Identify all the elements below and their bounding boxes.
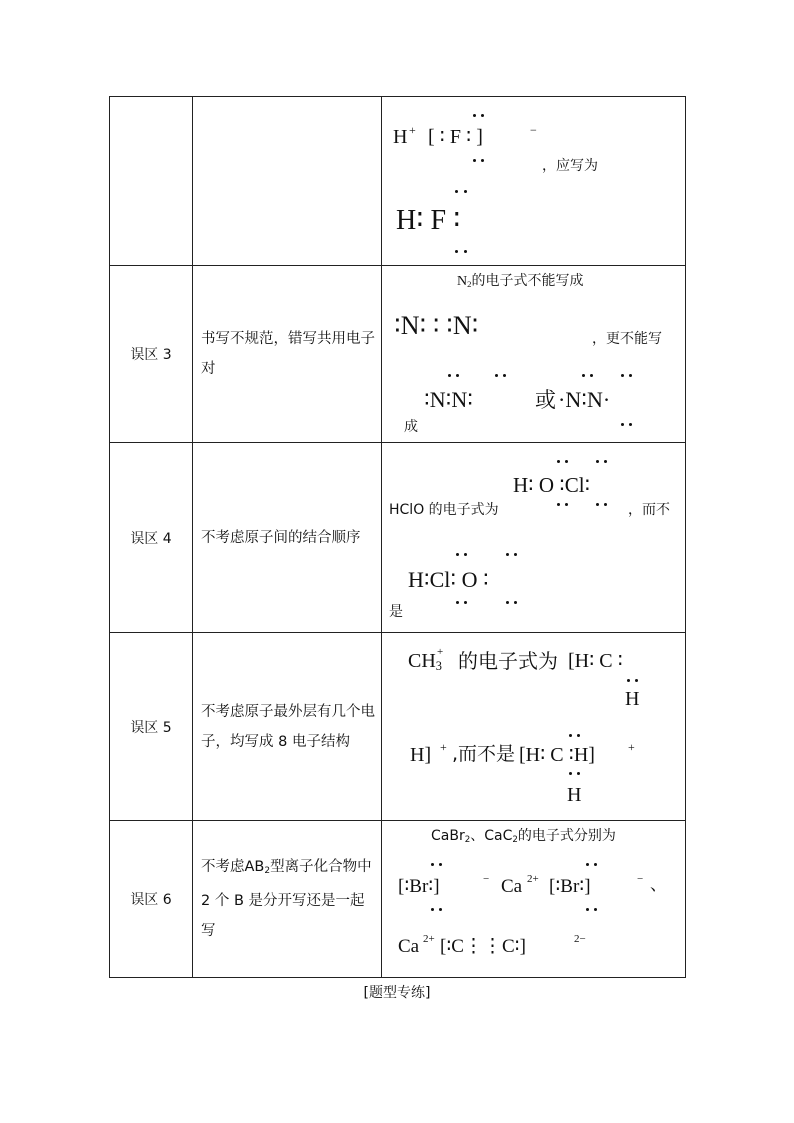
n2-wrong-formula-3: ·N∶N· xyxy=(558,387,611,412)
example-cell xyxy=(382,266,686,443)
row-label: 误区 4 xyxy=(110,443,193,633)
row-label xyxy=(110,97,193,266)
is-text: 的电子式为 xyxy=(458,649,558,673)
cac-ca-charge: 2+ xyxy=(423,933,435,945)
error-zones-table xyxy=(109,96,686,978)
even-not-text: ，更不能写 xyxy=(592,331,662,347)
row-description: 不考虑$AB_2$型离子化合物中 2 个 B 是分开写还是一起写 xyxy=(193,821,382,978)
but-not-text: ，而不 xyxy=(628,502,670,518)
row-description xyxy=(193,97,382,266)
hclo-prefix-text: HClO 的电子式为 xyxy=(389,502,499,518)
cac-anion: [∶C⋮⋮C∶] xyxy=(440,936,526,957)
or-text: 或 xyxy=(535,388,556,412)
section-footer: [题型专练] xyxy=(363,985,431,1001)
cabr-minus-2: − xyxy=(637,873,644,885)
separator: 、 xyxy=(650,875,667,895)
should-write-text: ，应写为 xyxy=(542,158,598,174)
ch3-right-formula: [H∶ C ∶ xyxy=(568,650,623,672)
table-row xyxy=(110,821,686,978)
ch3-right-h: H xyxy=(625,688,640,710)
n2-wrong-formula-1: ∶N∶ ∶ ∶N∶ xyxy=(394,311,479,340)
ch3-wrong-formula: [H∶ C ∶H] xyxy=(519,744,595,766)
example-cell xyxy=(382,97,686,266)
table-row xyxy=(110,443,686,633)
cabr-right-anion: [∶Br∶] xyxy=(549,876,591,897)
row-description: 不考虑原子最外层有几个电子，均写成 8 电子结构 xyxy=(193,633,382,821)
cac-anion-charge: 2− xyxy=(574,933,586,945)
not-text: ,而不是 xyxy=(452,743,516,765)
example-cell xyxy=(382,633,686,821)
table-row xyxy=(110,97,686,266)
is-text: 是 xyxy=(389,604,403,620)
hclo-wrong-formula: H∶Cl∶ O ∶ xyxy=(408,567,489,592)
table-row xyxy=(110,633,686,821)
n2-wrong-formula-2: ∶N∶N∶ xyxy=(424,387,473,412)
table-row xyxy=(110,266,686,443)
ch3-charge: + xyxy=(437,646,444,658)
hf-wrong-formula: [ ∶ F ∶ ] xyxy=(428,126,483,148)
ch3-right-close: H] xyxy=(410,744,432,766)
cabr-cac-title: CaBr$_2$、CaC$_2$的电子式分别为 xyxy=(431,828,616,846)
as-text: 成 xyxy=(404,419,418,435)
row-label: 误区 5 xyxy=(110,633,193,821)
cac-ca: Ca xyxy=(398,936,420,957)
cabr-ca: Ca xyxy=(501,876,523,897)
ch3-wrong-h: H xyxy=(567,784,582,806)
hf-right-formula: H∶ F ∶ xyxy=(396,205,461,236)
example-cell xyxy=(382,443,686,633)
hf-wrong-anion-charge: − xyxy=(530,123,537,137)
hf-wrong-h: H xyxy=(393,126,408,148)
hocl-formula: H∶ O ∶Cl∶ xyxy=(513,473,591,497)
ch3-right-charge: + xyxy=(440,740,447,754)
example-cell xyxy=(382,821,686,978)
cabr-ca-charge: 2+ xyxy=(527,873,539,885)
row-description: 不考虑原子间的结合顺序 xyxy=(193,443,382,633)
row-label: 误区 6 xyxy=(110,821,193,978)
cabr-left-anion: [∶Br∶] xyxy=(398,876,440,897)
ch3-wrong-charge: + xyxy=(628,740,635,754)
cabr-minus-1: − xyxy=(483,873,490,885)
hf-wrong-charge: + xyxy=(409,123,416,137)
ch3-formula: $CH_3$ xyxy=(408,650,442,674)
row-description: 书写不规范，错写共用电子对 xyxy=(193,266,382,443)
row-label: 误区 3 xyxy=(110,266,193,443)
n2-title: $N_2$的电子式不能写成 xyxy=(457,273,584,290)
